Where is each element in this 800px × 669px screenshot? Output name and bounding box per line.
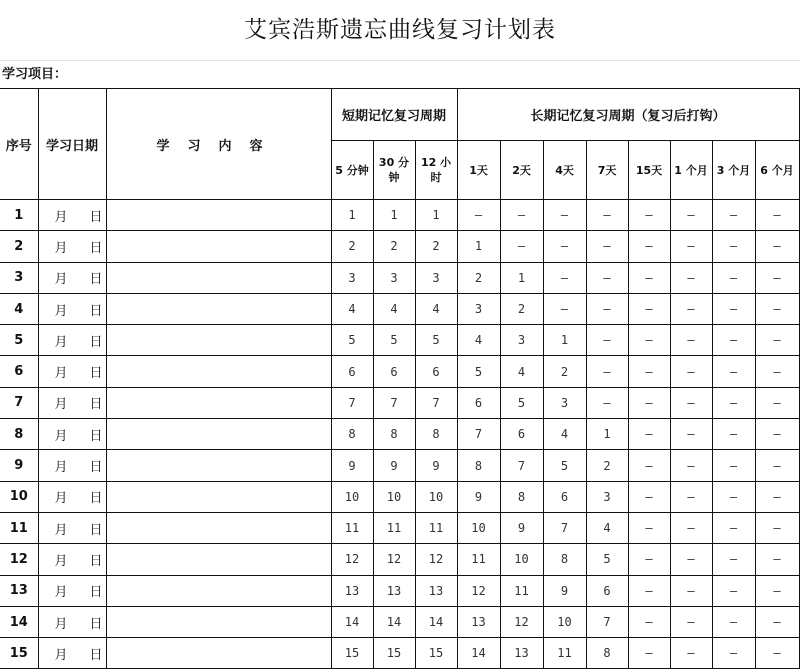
long-review-cell[interactable]: 3 [586, 481, 628, 512]
long-review-cell[interactable]: – [543, 262, 586, 293]
month-label: 月 [54, 334, 68, 350]
long-review-cell[interactable]: – [712, 387, 755, 418]
row-seq: 9 [0, 450, 38, 481]
short-review-cell[interactable]: 13 [415, 575, 457, 606]
row-seq: 3 [0, 262, 38, 293]
long-review-cell[interactable]: – [755, 325, 799, 356]
long-review-cell[interactable]: 2 [500, 293, 543, 324]
row-seq: 6 [0, 356, 38, 387]
content-cell[interactable] [106, 638, 331, 669]
long-review-cell[interactable]: – [755, 231, 799, 262]
short-review-cell[interactable]: 2 [373, 231, 415, 262]
long-review-cell[interactable]: – [670, 606, 712, 637]
day-label: 日 [89, 397, 103, 413]
long-review-cell[interactable]: 12 [457, 575, 500, 606]
table-row [0, 293, 799, 324]
long-review-cell[interactable]: 5 [586, 544, 628, 575]
date-cell[interactable] [38, 606, 106, 637]
long-review-cell[interactable]: 5 [543, 450, 586, 481]
day-label: 日 [89, 209, 103, 225]
long-review-cell[interactable]: – [670, 356, 712, 387]
day-label: 日 [89, 334, 103, 350]
table-row [0, 325, 799, 356]
short-review-cell[interactable]: 7 [415, 387, 457, 418]
long-review-cell[interactable]: 4 [586, 512, 628, 543]
long-review-cell[interactable]: – [712, 450, 755, 481]
long-review-cell[interactable]: 1 [543, 325, 586, 356]
short-review-cell[interactable]: 13 [373, 575, 415, 606]
header-long-col: 6 个月 [755, 141, 799, 200]
table-row [0, 262, 799, 293]
short-review-cell[interactable]: 5 [331, 325, 373, 356]
short-review-cell[interactable]: 10 [373, 481, 415, 512]
long-review-cell[interactable]: 8 [457, 450, 500, 481]
long-review-cell[interactable]: – [670, 200, 712, 231]
table-row [0, 575, 799, 606]
month-label: 月 [54, 616, 68, 632]
header-short-col: 12 小时 [415, 141, 457, 200]
day-label: 日 [89, 460, 103, 476]
long-review-cell[interactable]: – [628, 481, 670, 512]
header-long-col: 15天 [628, 141, 670, 200]
long-review-cell[interactable]: 2 [586, 450, 628, 481]
content-cell[interactable] [106, 262, 331, 293]
short-review-cell[interactable]: 10 [331, 481, 373, 512]
row-seq: 1 [0, 200, 38, 231]
short-review-cell[interactable]: 11 [415, 512, 457, 543]
date-cell[interactable] [38, 231, 106, 262]
row-seq: 4 [0, 293, 38, 324]
table-row [0, 512, 799, 543]
day-label: 日 [89, 240, 103, 256]
date-cell[interactable] [38, 387, 106, 418]
long-review-cell[interactable]: – [670, 325, 712, 356]
day-label: 日 [89, 585, 103, 601]
row-seq: 12 [0, 544, 38, 575]
header-short-col: 30 分钟 [373, 141, 415, 200]
long-review-cell[interactable]: – [670, 293, 712, 324]
header-seq: 序号 [0, 89, 38, 200]
short-review-cell[interactable]: 2 [415, 231, 457, 262]
short-review-cell[interactable]: 2 [331, 231, 373, 262]
long-review-cell[interactable]: 1 [457, 231, 500, 262]
short-review-cell[interactable]: 4 [415, 293, 457, 324]
long-review-cell[interactable]: 10 [543, 606, 586, 637]
long-review-cell[interactable]: – [755, 262, 799, 293]
short-review-cell[interactable]: 12 [415, 544, 457, 575]
long-review-cell[interactable]: – [712, 262, 755, 293]
long-review-cell[interactable]: 1 [586, 419, 628, 450]
long-review-cell[interactable]: – [755, 544, 799, 575]
long-review-cell[interactable]: – [628, 231, 670, 262]
long-review-cell[interactable]: – [457, 200, 500, 231]
header-long-term: 长期记忆复习周期（复习后打钩） [457, 89, 799, 141]
long-review-cell[interactable]: – [755, 575, 799, 606]
long-review-cell[interactable]: – [628, 419, 670, 450]
long-review-cell[interactable]: – [755, 638, 799, 669]
day-label: 日 [89, 366, 103, 382]
short-review-cell[interactable]: 15 [373, 638, 415, 669]
table-row [0, 450, 799, 481]
short-review-cell[interactable]: 3 [331, 262, 373, 293]
long-review-cell[interactable]: – [628, 450, 670, 481]
day-label: 日 [89, 647, 103, 663]
long-review-cell[interactable]: 3 [543, 387, 586, 418]
long-review-cell[interactable]: – [670, 262, 712, 293]
content-cell[interactable] [106, 481, 331, 512]
table-row [0, 387, 799, 418]
long-review-cell[interactable]: 6 [457, 387, 500, 418]
long-review-cell[interactable]: 5 [457, 356, 500, 387]
day-label: 日 [89, 272, 103, 288]
table-row [0, 200, 799, 231]
long-review-cell[interactable]: – [755, 200, 799, 231]
long-review-cell[interactable]: – [628, 325, 670, 356]
table-row [0, 606, 799, 637]
long-review-cell[interactable]: – [628, 293, 670, 324]
long-review-cell[interactable]: – [755, 450, 799, 481]
date-cell[interactable] [38, 638, 106, 669]
long-review-cell[interactable]: – [712, 293, 755, 324]
month-label: 月 [54, 209, 68, 225]
table-row [0, 419, 799, 450]
long-review-cell[interactable]: – [670, 512, 712, 543]
long-review-cell[interactable]: – [628, 356, 670, 387]
short-review-cell[interactable]: 8 [331, 419, 373, 450]
date-cell[interactable] [38, 419, 106, 450]
short-review-cell[interactable]: 4 [331, 293, 373, 324]
short-review-cell[interactable]: 8 [415, 419, 457, 450]
long-review-cell[interactable]: 4 [500, 356, 543, 387]
long-review-cell[interactable]: 6 [543, 481, 586, 512]
day-label: 日 [89, 553, 103, 569]
long-review-cell[interactable]: 9 [500, 512, 543, 543]
content-cell[interactable] [106, 512, 331, 543]
short-review-cell[interactable]: 11 [373, 512, 415, 543]
long-review-cell[interactable]: 11 [543, 638, 586, 669]
long-review-cell[interactable]: 10 [500, 544, 543, 575]
short-review-cell[interactable]: 4 [373, 293, 415, 324]
header-short-term: 短期记忆复习周期 [331, 89, 457, 141]
row-seq: 15 [0, 638, 38, 669]
long-review-cell[interactable]: – [712, 419, 755, 450]
long-review-cell[interactable]: – [670, 575, 712, 606]
month-label: 月 [54, 460, 68, 476]
long-review-cell[interactable]: – [755, 512, 799, 543]
long-review-cell[interactable]: 11 [500, 575, 543, 606]
header-long-col: 2天 [500, 141, 543, 200]
header-long-col: 1天 [457, 141, 500, 200]
short-review-cell[interactable]: 7 [373, 387, 415, 418]
long-review-cell[interactable]: – [586, 356, 628, 387]
short-review-cell[interactable]: 11 [331, 512, 373, 543]
short-review-cell[interactable]: 9 [373, 450, 415, 481]
long-review-cell[interactable]: – [755, 419, 799, 450]
long-review-cell[interactable]: 12 [500, 606, 543, 637]
month-label: 月 [54, 522, 68, 538]
long-review-cell[interactable]: – [755, 387, 799, 418]
header-long-col: 4天 [543, 141, 586, 200]
long-review-cell[interactable]: 9 [543, 575, 586, 606]
month-label: 月 [54, 553, 68, 569]
date-cell[interactable] [38, 325, 106, 356]
long-review-cell[interactable]: – [755, 481, 799, 512]
long-review-cell[interactable]: – [712, 231, 755, 262]
long-review-cell[interactable]: – [543, 231, 586, 262]
long-review-cell[interactable]: – [712, 325, 755, 356]
long-review-cell[interactable]: – [670, 419, 712, 450]
content-cell[interactable] [106, 450, 331, 481]
date-cell[interactable] [38, 512, 106, 543]
long-review-cell[interactable]: – [755, 606, 799, 637]
table-row [0, 544, 799, 575]
day-label: 日 [89, 616, 103, 632]
long-review-cell[interactable]: – [543, 293, 586, 324]
short-review-cell[interactable]: 3 [415, 262, 457, 293]
short-review-cell[interactable]: 14 [415, 606, 457, 637]
long-review-cell[interactable]: – [670, 231, 712, 262]
long-review-cell[interactable]: – [712, 481, 755, 512]
short-review-cell[interactable]: 14 [373, 606, 415, 637]
header-long-col: 3 个月 [712, 141, 755, 200]
row-seq: 11 [0, 512, 38, 543]
long-review-cell[interactable]: – [628, 387, 670, 418]
long-review-cell[interactable]: – [500, 231, 543, 262]
short-review-cell[interactable]: 6 [373, 356, 415, 387]
date-cell[interactable] [38, 356, 106, 387]
long-review-cell[interactable]: – [712, 356, 755, 387]
table-row [0, 481, 799, 512]
long-review-cell[interactable]: 11 [457, 544, 500, 575]
table-row [0, 638, 799, 669]
content-cell[interactable] [106, 387, 331, 418]
long-review-cell[interactable]: – [628, 200, 670, 231]
content-cell[interactable] [106, 231, 331, 262]
short-review-cell[interactable]: 14 [331, 606, 373, 637]
short-review-cell[interactable]: 5 [373, 325, 415, 356]
short-review-cell[interactable]: 10 [415, 481, 457, 512]
short-review-cell[interactable]: 12 [373, 544, 415, 575]
long-review-cell[interactable]: – [543, 200, 586, 231]
short-review-cell[interactable]: 12 [331, 544, 373, 575]
date-cell[interactable] [38, 262, 106, 293]
long-review-cell[interactable]: – [628, 262, 670, 293]
header-short-col: 5 分钟 [331, 141, 373, 200]
short-review-cell[interactable]: 7 [331, 387, 373, 418]
long-review-cell[interactable]: 7 [500, 450, 543, 481]
date-cell[interactable] [38, 575, 106, 606]
long-review-cell[interactable]: – [670, 387, 712, 418]
row-seq: 5 [0, 325, 38, 356]
long-review-cell[interactable]: – [670, 638, 712, 669]
table-row [0, 231, 799, 262]
short-review-cell[interactable]: 9 [331, 450, 373, 481]
row-seq: 13 [0, 575, 38, 606]
header-long-col: 1 个月 [670, 141, 712, 200]
long-review-cell[interactable]: – [755, 356, 799, 387]
short-review-cell[interactable]: 1 [415, 200, 457, 231]
short-review-cell[interactable]: 6 [331, 356, 373, 387]
long-review-cell[interactable]: – [712, 544, 755, 575]
long-review-cell[interactable]: – [628, 544, 670, 575]
content-cell[interactable] [106, 325, 331, 356]
header-long-col: 7天 [586, 141, 628, 200]
date-cell[interactable] [38, 481, 106, 512]
long-review-cell[interactable]: 4 [457, 325, 500, 356]
long-review-cell[interactable]: 13 [457, 606, 500, 637]
long-review-cell[interactable]: – [712, 200, 755, 231]
row-seq: 10 [0, 481, 38, 512]
long-review-cell[interactable]: – [712, 575, 755, 606]
long-review-cell[interactable]: 6 [586, 575, 628, 606]
row-seq: 7 [0, 387, 38, 418]
long-review-cell[interactable]: 13 [500, 638, 543, 669]
long-review-cell[interactable]: – [670, 450, 712, 481]
content-cell[interactable] [106, 606, 331, 637]
content-cell[interactable] [106, 356, 331, 387]
short-review-cell[interactable]: 6 [415, 356, 457, 387]
content-cell[interactable] [106, 575, 331, 606]
long-review-cell[interactable]: – [586, 293, 628, 324]
long-review-cell[interactable]: 10 [457, 512, 500, 543]
long-review-cell[interactable]: – [712, 606, 755, 637]
long-review-cell[interactable]: 6 [500, 419, 543, 450]
long-review-cell[interactable]: 1 [500, 262, 543, 293]
long-review-cell[interactable]: 7 [457, 419, 500, 450]
content-cell[interactable] [106, 419, 331, 450]
short-review-cell[interactable]: 8 [373, 419, 415, 450]
long-review-cell[interactable]: 14 [457, 638, 500, 669]
month-label: 月 [54, 585, 68, 601]
long-review-cell[interactable]: – [586, 387, 628, 418]
long-review-cell[interactable]: – [586, 262, 628, 293]
date-cell[interactable] [38, 450, 106, 481]
long-review-cell[interactable]: – [628, 606, 670, 637]
long-review-cell[interactable]: 8 [500, 481, 543, 512]
long-review-cell[interactable]: – [755, 293, 799, 324]
long-review-cell[interactable]: – [586, 231, 628, 262]
table-row [0, 356, 799, 387]
short-review-cell[interactable]: 15 [415, 638, 457, 669]
date-cell[interactable] [38, 544, 106, 575]
month-label: 月 [54, 366, 68, 382]
long-review-cell[interactable]: 9 [457, 481, 500, 512]
content-cell[interactable] [106, 544, 331, 575]
short-review-cell[interactable]: 1 [373, 200, 415, 231]
short-review-cell[interactable]: 5 [415, 325, 457, 356]
month-label: 月 [54, 428, 68, 444]
long-review-cell[interactable]: 4 [543, 419, 586, 450]
month-label: 月 [54, 272, 68, 288]
header-content: 学习内容 [106, 89, 331, 200]
short-review-cell[interactable]: 15 [331, 638, 373, 669]
short-review-cell[interactable]: 1 [331, 200, 373, 231]
long-review-cell[interactable]: – [628, 638, 670, 669]
long-review-cell[interactable]: 3 [457, 293, 500, 324]
month-label: 月 [54, 647, 68, 663]
long-review-cell[interactable]: – [712, 638, 755, 669]
review-plan-table [0, 88, 800, 669]
long-review-cell[interactable]: – [628, 512, 670, 543]
row-seq: 14 [0, 606, 38, 637]
long-review-cell[interactable]: 7 [543, 512, 586, 543]
long-review-cell[interactable]: – [586, 200, 628, 231]
day-label: 日 [89, 303, 103, 319]
page-title: 艾宾浩斯遗忘曲线复习计划表 [0, 0, 800, 61]
long-review-cell[interactable]: – [586, 325, 628, 356]
long-review-cell[interactable]: – [670, 481, 712, 512]
header-date: 学习日期 [38, 89, 106, 200]
month-label: 月 [54, 240, 68, 256]
long-review-cell[interactable]: 3 [500, 325, 543, 356]
day-label: 日 [89, 522, 103, 538]
short-review-cell[interactable]: 3 [373, 262, 415, 293]
content-cell[interactable] [106, 293, 331, 324]
long-review-cell[interactable]: 8 [586, 638, 628, 669]
long-review-cell[interactable]: 5 [500, 387, 543, 418]
long-review-cell[interactable]: 7 [586, 606, 628, 637]
content-cell[interactable] [106, 200, 331, 231]
long-review-cell[interactable]: 2 [543, 356, 586, 387]
long-review-cell[interactable]: – [628, 575, 670, 606]
short-review-cell[interactable]: 13 [331, 575, 373, 606]
long-review-cell[interactable]: – [670, 544, 712, 575]
long-review-cell[interactable]: – [712, 512, 755, 543]
day-label: 日 [89, 428, 103, 444]
study-project-label[interactable]: 学习项目： [2, 67, 68, 82]
month-label: 月 [54, 303, 68, 319]
date-cell[interactable] [38, 200, 106, 231]
short-review-cell[interactable]: 9 [415, 450, 457, 481]
row-seq: 2 [0, 231, 38, 262]
date-cell[interactable] [38, 293, 106, 324]
long-review-cell[interactable]: – [500, 200, 543, 231]
month-label: 月 [54, 491, 68, 507]
long-review-cell[interactable]: 2 [457, 262, 500, 293]
month-label: 月 [54, 397, 68, 413]
row-seq: 8 [0, 419, 38, 450]
long-review-cell[interactable]: 8 [543, 544, 586, 575]
day-label: 日 [89, 491, 103, 507]
